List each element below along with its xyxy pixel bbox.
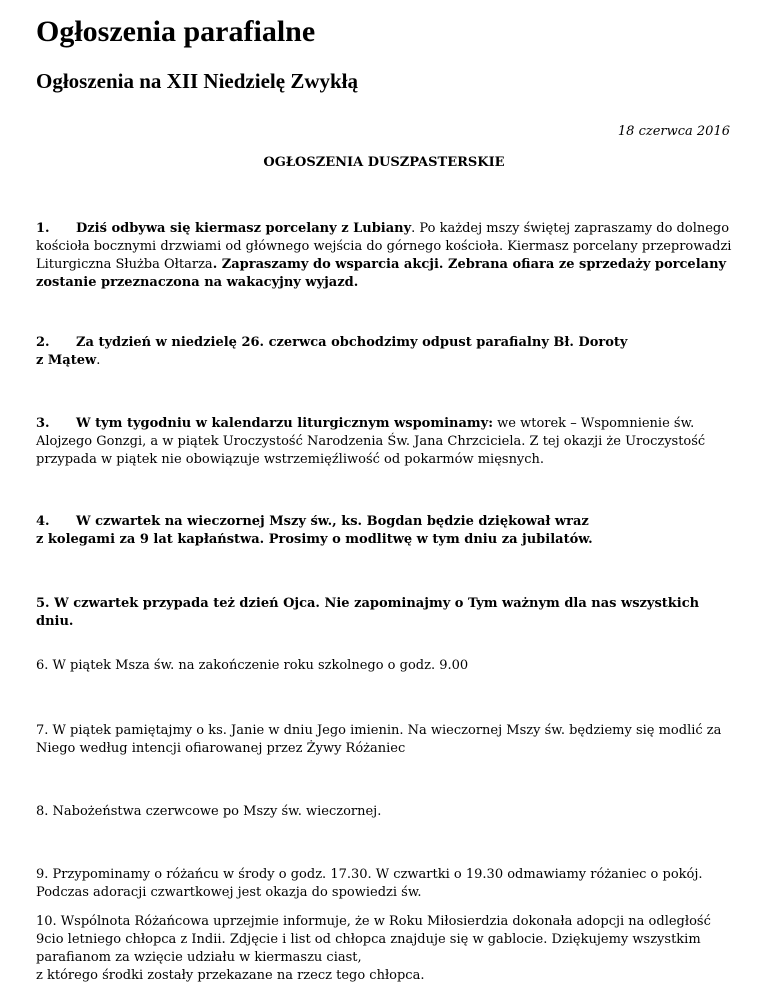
announcement-7: 7. W piątek pamiętajmy o ks. Janie w dniu Jego imienin. Na wieczornej Mszy św. będziemy się modlić za Niego według intencji ofiarowanej przez Żywy Różaniec [36,723,722,756]
item-bold-text: Dziś odbywa się kiermasz porcelany z Lubiany [76,221,412,236]
item-number: 1. [36,221,50,236]
item-number: 2. [36,335,50,350]
announcement-10 [36,913,736,985]
section-heading: OGŁOSZENIA DUSZPASTERSKIE [263,155,505,170]
item-text: . [96,353,101,368]
announcement-6: 6. W piątek Msza św. na zakończenie roku szkolnego o godz. 9.00 [36,658,469,673]
announcement-9: 9. Przypominamy o różańcu w środy o godz. 17.30. W czwartki o 19.30 odmawiamy różaniec o pokój. Podczas adoracji czwartkowej jest okazja do spowiedzi św. [36,867,703,900]
item-text: z którego środki zostały przekazane na rzecz tego chłopca. [36,968,425,983]
announcement-8: 8. Nabożeństwa czerwcowe po Mszy św. wieczornej. [36,804,382,819]
item-bold-text: z Mątew [36,353,97,368]
announcement-5: 5. W czwartek przypada też dzień Ojca. Nie zapominajmy o Tym ważnym dla nas wszystkich dniu. [36,596,700,629]
item-number: 3. [36,416,50,431]
page-title: Ogłoszenia parafialne [36,15,316,48]
announcement-2 [36,334,736,370]
announcement-3 [36,415,736,469]
item-bold-text: W czwartek na wieczornej Mszy św., ks. Bogdan będzie dziękował wraz [76,514,589,529]
item-bold-text: . Zapraszamy do wsparcia akcji. Zebrana ofiara ze sprzedaży porcelany zostanie przeznaczona na wakacyjny wyjazd. [36,257,727,290]
item-text: 10. Wspólnota Różańcowa uprzejmie informuje, że w Roku Miłosierdzia dokonała adopcji na odległość 9cio letniego chłopca z Indii. Zdjęcie i list od chłopca znajduje się w gablocie. Dziękujemy wszystkim parafianom za wzięcie udziału w kiermaszu ciast, [36,914,711,965]
announcement-1 [36,220,736,292]
item-text: we wtorek – Wspomnienie św. Alojzego Gonzgi, a w piątek Uroczystość Narodzenia Św. Jana Chrzciciela. Z tej okazji że Uroczystość przypada w piątek nie obowiązuje wstrzemięźliwość od pokarmów mięsnych. [36,416,706,467]
item-bold-text: W tym tygodniu w kalendarzu liturgicznym wspominamy: [76,416,494,431]
date: 18 czerwca 2016 [617,124,730,139]
announcement-4 [36,513,736,549]
item-number: 4. [36,514,50,529]
item-bold-text: Za tydzień w niedzielę 26. czerwca obchodzimy odpust parafialny Bł. Doroty [76,335,628,350]
item-bold-text: z kolegami za 9 lat kapłaństwa. Prosimy o modlitwę w tym dniu za jubilatów. [36,532,593,547]
item-text: . Po każdej mszy świętej zapraszamy do dolnego kościoła bocznymi drzwiami od głównego wejścia do górnego kościoła. Kiermasz porcelany przeprowadzi Liturgiczna Służba Ołtarza [36,221,732,272]
page-subtitle: Ogłoszenia na XII Niedzielę Zwykłą [36,69,359,93]
